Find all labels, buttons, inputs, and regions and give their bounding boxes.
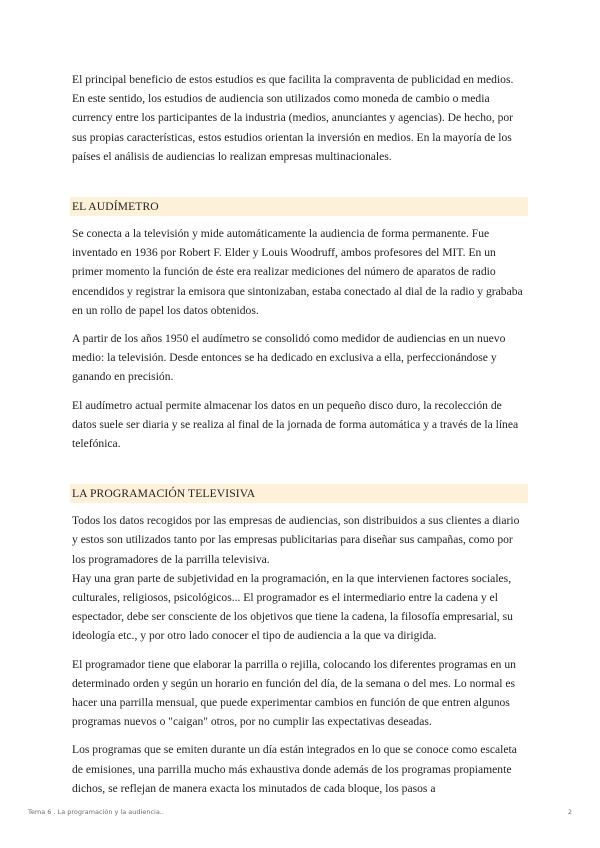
audimetro-paragraph-3: El audímetro actual permite almacenar los datos en un pequeño disco duro, la recolección de datos suele ser diaria y se realiza al final de la jornada de forma automática y a través de la línea telefónica.: [72, 398, 519, 451]
programacion-paragraph-1: Todos los datos recogidos por las empresas de audiencias, son distribuidos a sus clientes a diario y estos son utilizados tanto por las empresas publicitarias para diseñar sus campañas, como por los programadores de la parrilla televisiva.: [72, 514, 520, 566]
footer-chapter-title: Tema 6 . La programación y la audiencia..: [28, 808, 164, 816]
intro-paragraph: El principal beneficio de estos estudios es que facilita la compraventa de publicidad en medios. En este sentido, los estudios de audiencia son utilizados como moneda de cambio o media currency entre los participantes de la industria (medios, anunciantes y agencias). De hecho, por sus propias características, estos estudios orientan la inversión en medios. En la mayoría de los países el análisis de audiencias lo realizan empresas multinacionales.: [72, 73, 514, 163]
programacion-paragraph-4: Los programas que se emiten durante un día están integrados en lo que se conoce como escaleta de emisiones, una parrilla mucho más exhaustiva donde además de los programas propiamente dichos, se reflejan de manera exacta los minutados de cada bloque, los pasos a: [72, 743, 517, 795]
section-heading-programacion: LA PROGRAMACIÓN TELEVISIVA: [70, 484, 528, 503]
footer-page-number: 2: [567, 808, 572, 816]
page-content: [72, 70, 528, 807]
programacion-paragraph-3: El programador tiene que elaborar la parrilla o rejilla, colocando los diferentes programas en un determinado orden y según un horario en función del día, de la semana o del mes. Lo normal es hacer una parrilla mensual, que puede experimentar cambios en función de que entren algunos programas nuevos o "caigan" otros, por no cumplir las expectativas deseadas.: [72, 657, 516, 729]
audimetro-paragraph-1: Se conecta a la televisión y mide automáticamente la audiencia de forma permanente. Fue inventado en 1936 por Robert F. Elder y Louis Woodruff, ambos profesores del MIT. En un primer momento la función de éste era realizar mediciones del número de aparatos de radio encendidos y registrar la emisora que sintonizaban, estaba conectado al dial de la radio y grababa en un rollo de papel los datos obtenidos.: [72, 227, 523, 317]
page-footer: [28, 808, 572, 816]
audimetro-paragraph-2: A partir de los años 1950 el audímetro se consolidó como medidor de audiencias en un nuevo medio: la televisión. Desde entonces se ha dedicado en exclusiva a ella, perfeccionándose y ganando en precisión.: [72, 332, 506, 384]
programacion-paragraph-2: Hay una gran parte de subjetividad en la programación, en la que intervienen factores sociales, culturales, religiosos, psicológicos... El programador es el intermediario entre la cadena y el espectador, debe ser consciente de los objetivos que tiene la cadena, la filosofía empresarial, su ideología etc., y por otro lado conocer el tipo de audiencia a la que va dirigida.: [72, 571, 513, 643]
section-heading-audimetro: EL AUDÍMETRO: [70, 197, 528, 216]
